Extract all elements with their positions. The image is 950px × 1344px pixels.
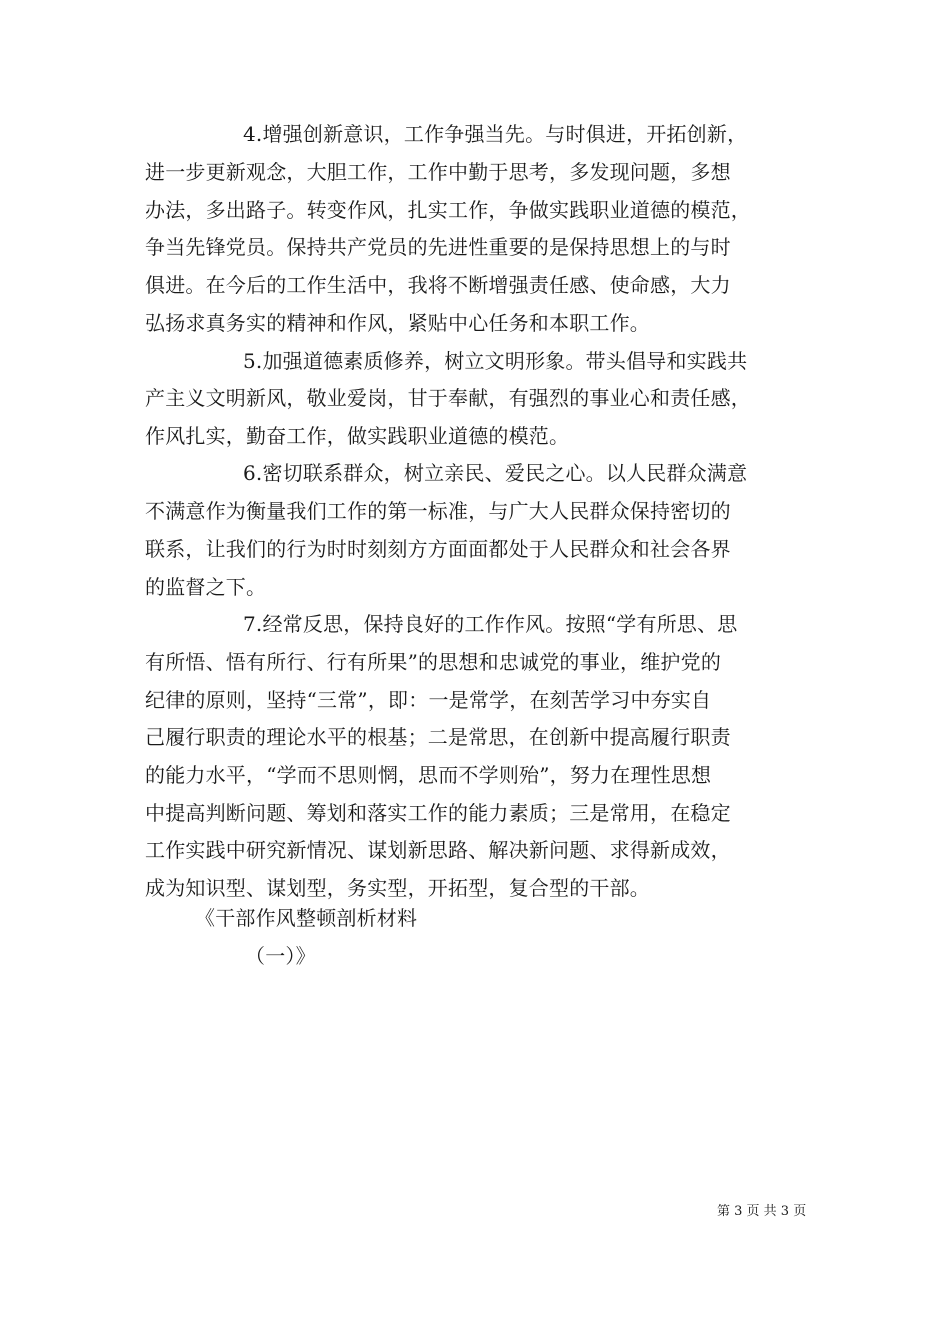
paragraph-6-line-4: 的监督之下。 (145, 575, 267, 599)
document-title-line-2: （一）》 (245, 944, 316, 968)
paragraph-5-line-3: 作风扎实，勤奋工作，做实践职业道德的模范。 (145, 424, 570, 448)
document-title-line-1: 《干部作风整顿剖析材料 (195, 906, 418, 930)
paragraph-7-line-1: 7.经常反思，保持良好的工作作风。按照“学有所思、思 (243, 612, 738, 636)
page-number-footer: 第 3 页 共 3 页 (717, 1204, 807, 1219)
paragraph-4-line-4: 争当先锋党员。保持共产党员的先进性重要的是保持思想上的与时 (145, 235, 731, 259)
paragraph-6-line-2: 不满意作为衡量我们工作的第一标准，与广大人民群众保持密切的 (145, 499, 731, 523)
paragraph-6-line-1: 6.密切联系群众，树立亲民、爱民之心。以人民群众满意 (243, 461, 748, 485)
paragraph-7-line-8: 成为知识型、谋划型，务实型，开拓型，复合型的干部。 (145, 876, 650, 900)
paragraph-7-line-2: 有所悟、悟有所行、行有所果”的思想和忠诚党的事业，维护党的 (145, 650, 722, 674)
paragraph-7-line-4: 己履行职责的理论水平的根基；二是常思，在创新中提高履行职责 (145, 725, 731, 749)
paragraph-7-line-3: 纪律的原则，坚持“三常”，即：一是常学，在刻苦学习中夯实自 (145, 688, 712, 712)
paragraph-6-line-3: 联系，让我们的行为时时刻刻方方面面都处于人民群众和社会各界 (145, 537, 731, 561)
paragraph-7-line-5: 的能力水平，“学而不思则惘，思而不学则殆”，努力在理性思想 (145, 763, 712, 787)
paragraph-4-line-5: 俱进。在今后的工作生活中，我将不断增强责任感、使命感，大力 (145, 273, 731, 297)
paragraph-4-line-3: 办法，多出路子。转变作风，扎实工作，争做实践职业道德的模范， (145, 198, 751, 222)
paragraph-7-line-6: 中提高判断问题、筹划和落实工作的能力素质；三是常用，在稳定 (145, 801, 731, 825)
paragraph-7-line-7: 工作实践中研究新情况、谋划新思路、解决新问题、求得新成效， (145, 838, 731, 862)
paragraph-5-line-2: 产主义文明新风，敬业爱岗，甘于奉献，有强烈的事业心和责任感， (145, 386, 751, 410)
paragraph-4-line-6: 弘扬求真务实的精神和作风，紧贴中心任务和本职工作。 (145, 311, 650, 335)
paragraph-5-line-1: 5.加强道德素质修养，树立文明形象。带头倡导和实践共 (243, 349, 748, 373)
paragraph-4-line-1: 4.增强创新意识，工作争强当先。与时俱进，开拓创新， (243, 122, 748, 146)
paragraph-4-line-2: 进一步更新观念，大胆工作，工作中勤于思考，多发现问题，多想 (145, 160, 731, 184)
